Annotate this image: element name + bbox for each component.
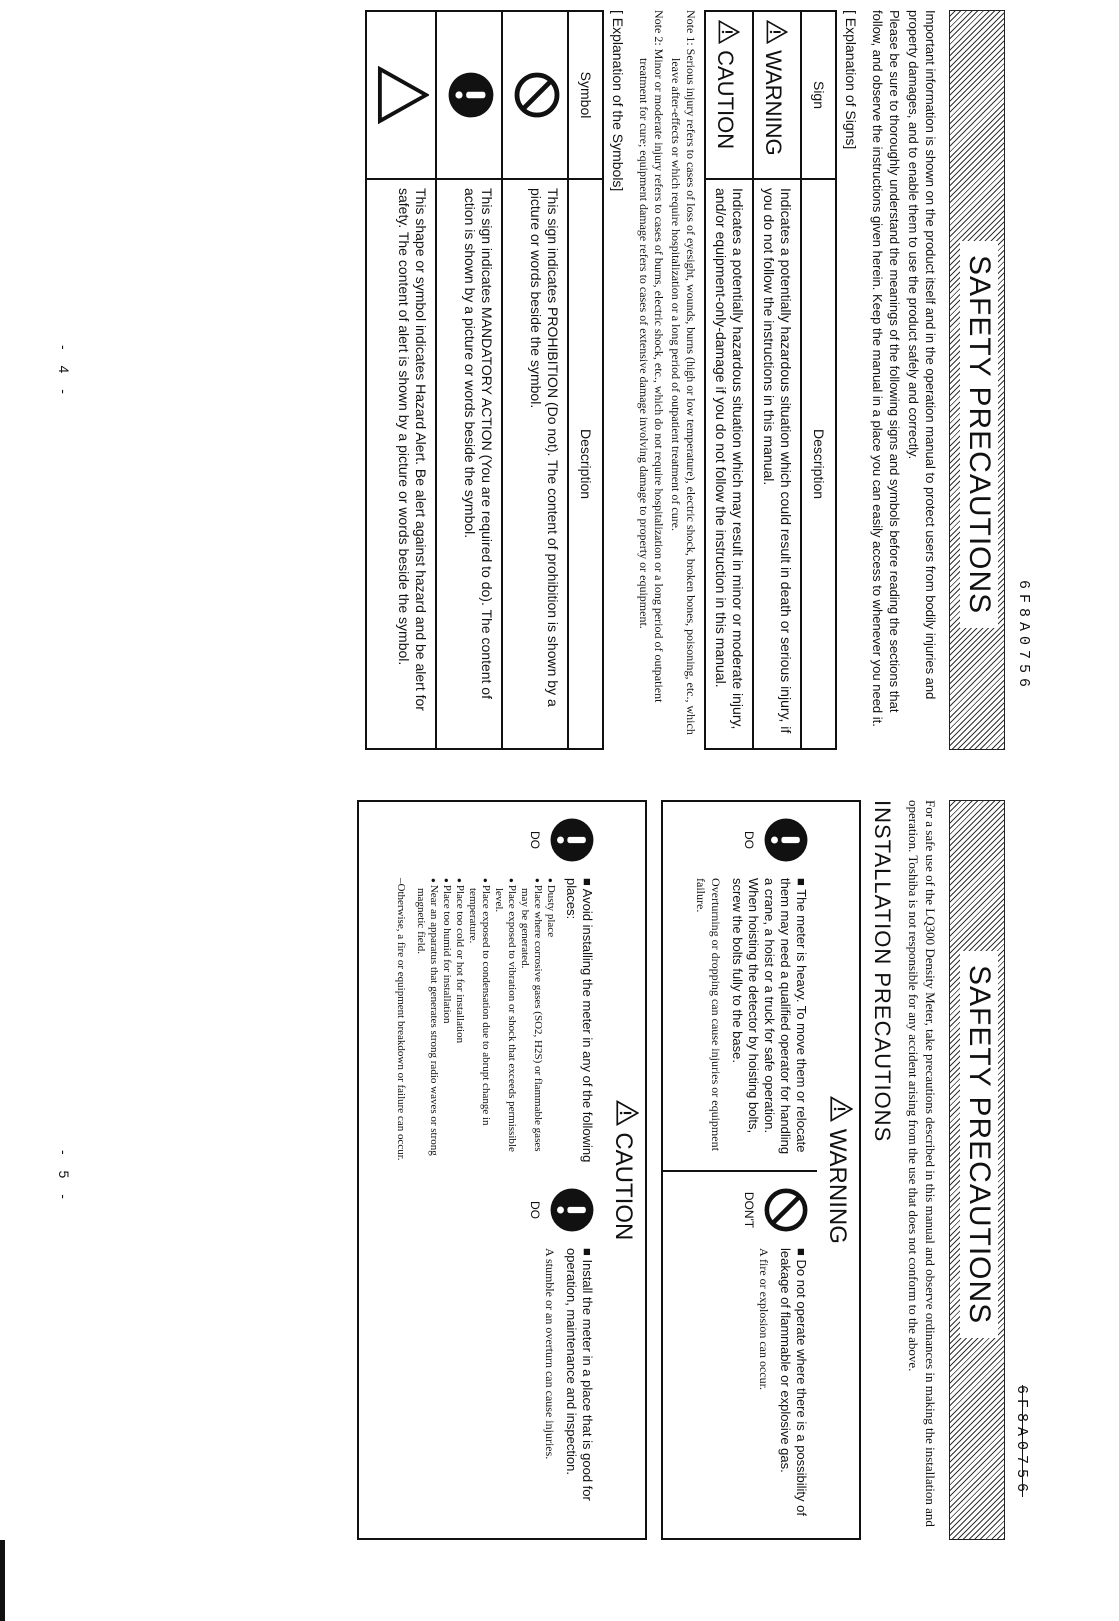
caution-triangle-icon: [616, 1100, 639, 1126]
warning-item-2-text: ■ Do not operate where there is a possibility of leakage of flammable or explosive gas.: [778, 1248, 809, 1516]
signs-table: [704, 10, 837, 750]
warning-triangle-icon: [830, 1096, 853, 1122]
table-row: [753, 11, 801, 749]
sign-warning: WARNING: [753, 11, 801, 179]
warning-box: [661, 800, 861, 1540]
list-item: ● Dusty place: [544, 878, 557, 1164]
mandatory-action-icon: [763, 817, 809, 863]
table-row: [502, 11, 568, 749]
right-page: [357, 800, 1005, 1540]
list-item: ● Place exposed to condensation due to abrupt change in temperature.: [466, 878, 492, 1164]
right-banner: [949, 800, 1005, 1540]
left-banner: [949, 10, 1005, 750]
prohibition-icon: [513, 71, 561, 119]
left-banner-title: SAFETY PRECAUTIONS: [960, 241, 998, 628]
do-label: DO: [528, 831, 542, 849]
dont-label: DON'T: [742, 1191, 756, 1229]
left-page-number: - 4 -: [56, 345, 72, 400]
caution-item-2-consequence: A stumble or an overturn can cause injuries.: [543, 1248, 557, 1460]
symbols-col-symbol: Symbol: [568, 11, 603, 179]
warning-item-2: [663, 1172, 817, 1538]
mandatory-action-icon: [549, 817, 595, 863]
do-label: DO: [742, 831, 756, 849]
caution-item-1-text: ■ Avoid installing the meter in any of the following places:: [564, 878, 595, 1163]
note-1: Note 1: Serious injury refers to cases of loss of eyesight, wounds, burns (high or low temperature), electric shock, broken bones, poisoning, etc., which leave after-effects or which require hospitalization or a long period of outpatient treatment of cure.: [669, 10, 698, 735]
left-intro-2: Please be sure to thoroughly understand the meanings of the following signs and symbols before reading the sections that follow, and observe the instructions given herein. Keep the manual in a place you can easily access to whenever you need it.: [870, 10, 902, 727]
mandatory-action-icon: [549, 1187, 595, 1233]
table-row: [705, 11, 753, 749]
symbol-mandatory-description: This sign indicates MANDATORY ACTION (You are required to do). The content of action is shown by a picture or words beside the symbol.: [436, 179, 502, 749]
table-row: [366, 11, 436, 749]
symbols-table: [365, 10, 604, 750]
symbol-prohibition-description: This sign indicates PROHIBITION (Do not). The content of prohibition is shown by a picture or words beside the symbol.: [502, 179, 568, 749]
hazard-alert-icon: [377, 66, 429, 124]
list-item: ● Place too cold or hot for installation: [453, 878, 466, 1164]
installation-heading: INSTALLATION PRECAUTIONS: [870, 800, 895, 1143]
signs-col-sign: Sign: [801, 11, 836, 179]
right-banner-title: SAFETY PRECAUTIONS: [960, 951, 998, 1338]
symbol-hazard-description: This shape or symbol indicates Hazard Alert. Be alert against hazard and be alert for safety. The content of alert is shown by a picture or words beside the symbol.: [366, 179, 436, 749]
document-id: 6F8A0756: [1015, 580, 1032, 693]
sign-warning-description: Indicates a potentially hazardous situation which could result in death or serious injury, if you do not follow the instructions in this manual.: [753, 179, 801, 749]
table-row: [436, 11, 502, 749]
list-item: ● Place too humid for installation: [440, 878, 453, 1164]
installation-places-list: [414, 878, 557, 1164]
warning-triangle-icon: [767, 20, 789, 44]
notes: [636, 10, 698, 750]
mandatory-action-icon: [447, 71, 495, 119]
symbols-col-description: Description: [568, 179, 603, 749]
right-page-number: - 5 -: [56, 1150, 72, 1205]
right-intro: For a safe use of the LQ300 Density Meter, take precautions described in this manual and observe ordinances in making the installation and operation. Toshiba is not responsible for any accident arising from the use that does not conform to the above.: [906, 800, 938, 1527]
sign-caution-description: Indicates a potentially hazardous situation which may result in minor or moderate injury, and/or equipment-only-damage if you do not follow the instruction in this manual.: [705, 179, 753, 749]
prohibition-icon: [763, 1187, 809, 1233]
warning-header: WARNING: [823, 802, 853, 1538]
caution-item-2: [359, 1172, 603, 1538]
do-label: DO: [528, 1201, 542, 1219]
list-item: ● Near an apparatus that generates strong radio waves or strong magnetic field.: [414, 878, 440, 1164]
caution-triangle-icon: [719, 20, 741, 44]
scan-edge-mark: [0, 1540, 5, 1621]
note-2: Note 2: Minor or moderate injury refers to cases of burns, electric shock, etc., which do not require hospitalization or a long period of outpatient treatment for cure; equipment damage refers to cases of extensive damage involving damage to property or equipment.: [637, 10, 666, 703]
left-page: [365, 10, 1005, 750]
list-item: ● Place where corrosive gases (SO2, H2S) or flammable gases may be generated.: [518, 878, 544, 1164]
caution-item-1-consequence: –Otherwise, a fire or equipment breakdown or failure can occur.: [395, 878, 407, 1161]
document-id-struck: 6F8A0756: [1013, 1385, 1030, 1498]
caution-box: [357, 800, 647, 1540]
caution-item-2-text: ■ Install the meter in a place that is good for operation, maintenance and inspection.: [564, 1248, 595, 1501]
list-item: ● Place exposed to vibration or shock that exceeds permissible level.: [492, 878, 518, 1164]
signs-heading: [ Explanation of Signs]: [843, 10, 859, 150]
warning-item-1: [663, 802, 817, 1172]
warning-item-1-text: ■ The meter is heavy. To move them or relocate them may need a qualified operator for handling a crane, a hoist or a truck for safe operation. When hoisting the detector by hoisting bolts, screw the bolts fully to the base.: [730, 878, 809, 1155]
symbols-heading: [ Explanation of the Symbols]: [610, 10, 626, 192]
caution-item-1: [359, 802, 603, 1172]
signs-col-description: Description: [801, 179, 836, 749]
warning-item-1-consequence: Overturning or dropping can cause injuries or equipment failure.: [694, 878, 723, 1151]
sign-caution: CAUTION: [705, 11, 753, 179]
left-intro-1: Important information is shown on the product itself and in the operation manual to protect users from bodily injuries and property damages, and to enable them to use the product safely and correctly.: [906, 10, 938, 700]
caution-header: CAUTION: [609, 802, 639, 1538]
warning-item-2-consequence: A fire or explosion can occur.: [757, 1248, 771, 1390]
